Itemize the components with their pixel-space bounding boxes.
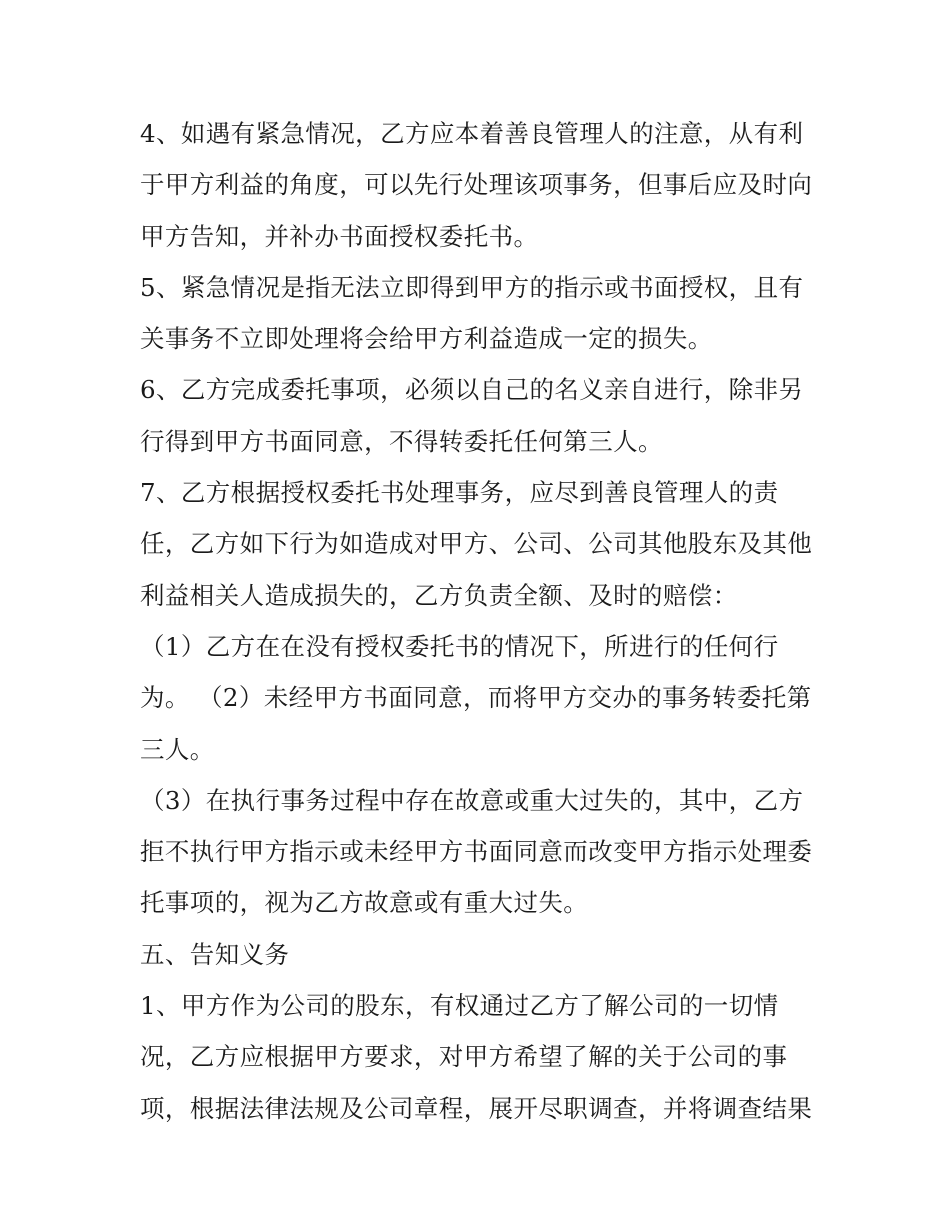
document-body: [140, 108, 820, 1134]
text-line-item-4-part-3: 甲方告知，并补办书面授权委托书。: [140, 221, 539, 251]
text-line-item-5-part-1: 5、紧急情况是指无法立即得到甲方的指示或书面授权，且有: [140, 272, 804, 302]
text-line-item-5-part-2: 关事务不立即处理将会给甲方利益造成一定的损失。: [140, 324, 713, 354]
text-line-subitem-3-part-2: 拒不执行甲方指示或未经甲方书面同意而改变甲方指示处理委: [140, 837, 813, 867]
text-line-notice-1-part-1: 1、甲方作为公司的股东，有权通过乙方了解公司的一切情: [140, 991, 779, 1021]
text-line-subitem-3-part-3: 托事项的，视为乙方故意或有重大过失。: [140, 888, 589, 918]
text-line-item-7-part-2: 任，乙方如下行为如造成对甲方、公司、公司其他股东及其他: [140, 529, 813, 559]
text-line-item-6-part-2: 行得到甲方书面同意，不得转委托任何第三人。: [140, 426, 663, 456]
text-line-item-7-part-1: 7、乙方根据授权委托书处理事务，应尽到善良管理人的责: [140, 478, 779, 508]
text-line-notice-1-part-3: 项，根据法律法规及公司章程，展开尽职调查，并将调查结果: [140, 1093, 813, 1123]
text-line-notice-1-part-2: 况，乙方应根据甲方要求，对甲方希望了解的关于公司的事: [140, 1042, 788, 1072]
text-line-subitem-1-part-1: （1）乙方在在没有授权委托书的情况下，所进行的任何行: [140, 631, 779, 661]
text-line-item-6-part-1: 6、乙方完成委托事项，必须以自己的名义亲自进行，除非另: [140, 375, 804, 405]
text-line-item-7-part-3: 利益相关人造成损失的，乙方负责全额、及时的赔偿：: [140, 580, 738, 610]
text-line-item-4-part-1: 4、如遇有紧急情况，乙方应本着善良管理人的注意，从有利: [140, 119, 804, 148]
text-line-item-4-part-2: 于甲方利益的角度，可以先行处理该项事务，但事后应及时向: [140, 170, 813, 200]
text-line-subitem-2-part-2: 三人。: [140, 734, 215, 764]
section-heading-notification-duty: 五、告知义务: [140, 939, 290, 969]
text-line-subitem-3-part-1: （3）在执行事务过程中存在故意或重大过失的，其中，乙方: [140, 785, 804, 815]
text-line-subitem-1-2: 为。 （2）未经甲方书面同意，而将甲方交办的事务转委托第: [140, 683, 812, 713]
